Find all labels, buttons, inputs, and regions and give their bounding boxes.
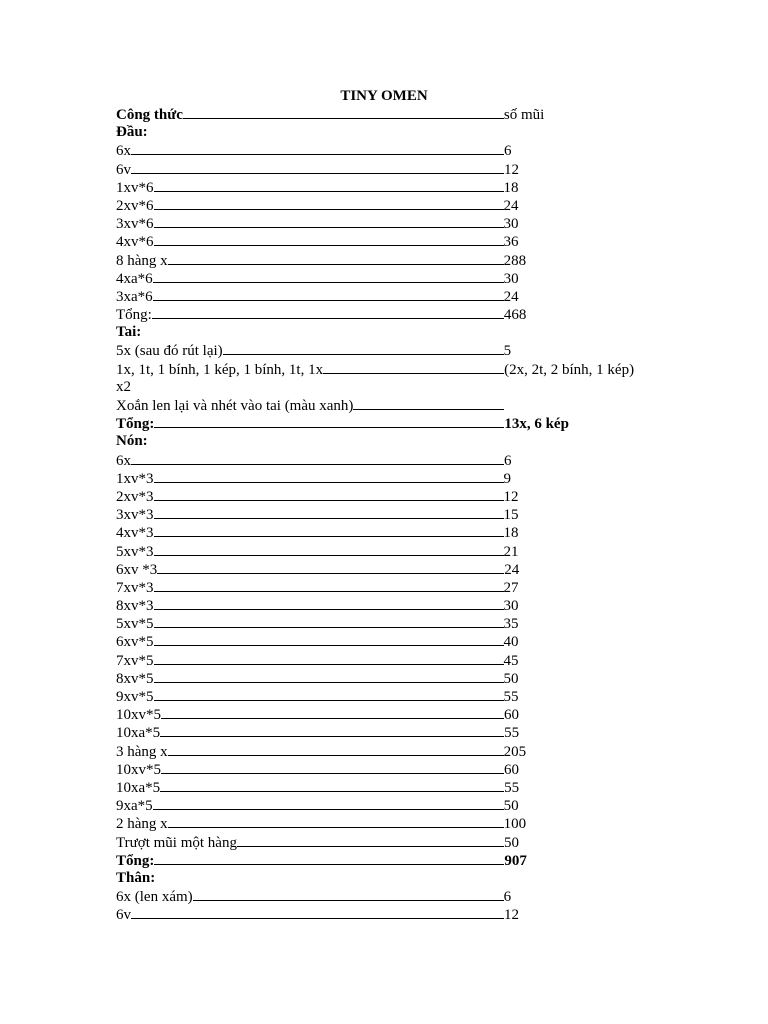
recipe-row [116, 341, 656, 359]
fill-line [154, 578, 504, 592]
row-label: Trượt mũi một hàng [116, 834, 237, 851]
fill-line [168, 251, 504, 265]
row-value: 40 [503, 634, 519, 651]
row-value: 55 [503, 689, 519, 705]
row-value: 60 [504, 707, 519, 724]
recipe-row [116, 814, 656, 832]
fill-line [152, 305, 504, 319]
fill-line [160, 778, 504, 792]
row-value: 13x, 6 kép [504, 416, 569, 433]
recipe-row [116, 687, 656, 705]
recipe-row [116, 487, 656, 505]
row-value: 6 [504, 452, 512, 469]
row-value: 27 [503, 579, 519, 596]
row-value: (2x, 2t, 2 bính, 1 kép) [504, 361, 635, 378]
section-heading: Tai: [116, 324, 142, 341]
recipe-row [116, 251, 656, 269]
row-label: 3xa*6 [116, 288, 153, 305]
row-value: 468 [503, 307, 527, 324]
fill-line [154, 414, 504, 428]
recipe-row [116, 396, 656, 414]
row-value: 21 [503, 543, 519, 560]
fill-line [154, 505, 504, 519]
recipe-row [116, 469, 656, 487]
fill-line [353, 396, 504, 410]
recipe-row [116, 214, 656, 232]
fill-line [157, 560, 504, 574]
row-value: 205 [503, 743, 527, 760]
row-value: 55 [504, 779, 520, 796]
row-value: 100 [503, 816, 527, 833]
row-label: 7xv*3 [116, 579, 154, 596]
fill-line [161, 705, 504, 719]
fill-line [160, 723, 504, 737]
section-heading: Đầu: [116, 124, 148, 141]
fill-line [154, 523, 504, 537]
row-label: 10xa*5 [116, 779, 161, 796]
row-value: 288 [503, 252, 527, 269]
recipe-row [116, 542, 656, 560]
recipe-row [116, 360, 656, 378]
row-label: 1x, 1t, 1 bính, 1 kép, 1 bính, 1t, 1x [116, 361, 324, 378]
row-value: 907 [504, 852, 527, 869]
section-heading: Thân: [116, 869, 156, 886]
header-right: số mũi [503, 107, 545, 123]
row-continuation: x2 [116, 378, 131, 395]
row-label: Tổng: [116, 416, 155, 433]
fill-line [223, 341, 504, 355]
row-value: 12 [504, 907, 519, 924]
fill-line [161, 760, 504, 774]
fill-line [154, 196, 504, 210]
row-label: 8xv*5 [116, 670, 154, 687]
header-row [116, 105, 656, 123]
row-value: 30 [503, 216, 519, 233]
row-label: 3 hàng x [116, 743, 168, 760]
recipe-row [116, 632, 656, 650]
row-label: 2 hàng x [116, 816, 168, 833]
row-value: 50 [503, 798, 519, 815]
row-label: 3xv*3 [116, 507, 154, 524]
row-label: 8 hàng x [116, 252, 168, 269]
recipe-row [116, 778, 656, 796]
row-value: 9 [503, 470, 511, 487]
fill-line [153, 287, 504, 301]
row-value: 18 [503, 179, 519, 196]
row-value: 6 [503, 889, 512, 906]
row-label: 1xv*6 [116, 179, 154, 196]
recipe-row [116, 414, 656, 432]
header-left: Công thức [116, 107, 183, 123]
fill-line [154, 687, 504, 701]
row-label: 9xa*5 [116, 798, 153, 815]
row-label: 6x [116, 452, 131, 469]
recipe-row [116, 596, 656, 614]
fill-line [154, 214, 504, 228]
recipe-row [116, 669, 656, 687]
fill-line [153, 796, 504, 810]
recipe-row [116, 505, 656, 523]
recipe-row [116, 614, 656, 632]
row-value: 6 [504, 143, 512, 160]
row-label: 9xv*5 [116, 689, 154, 705]
row-value: 45 [503, 652, 519, 669]
row-label: 1xv*3 [116, 470, 154, 487]
recipe-row [116, 523, 656, 541]
fill-line [131, 160, 504, 174]
row-value: 60 [504, 761, 519, 778]
row-label: 2xv*6 [116, 197, 154, 214]
row-label: Xoắn len lại và nhét vào tai (màu xanh) [116, 398, 354, 414]
recipe-row [116, 705, 656, 723]
row-value: 30 [503, 270, 519, 287]
row-label: 10xa*5 [116, 725, 161, 742]
section-heading: Nón: [116, 433, 148, 450]
row-value: 35 [503, 616, 519, 633]
fill-line [131, 905, 504, 919]
row-label: 10xv*5 [116, 761, 161, 778]
row-label: 5xv*5 [116, 616, 154, 633]
fill-line [154, 669, 504, 683]
row-label: 6x [116, 143, 131, 160]
row-value: 12 [504, 161, 519, 178]
fill-line [183, 105, 504, 119]
recipe-row [116, 196, 656, 214]
fill-line [168, 742, 504, 756]
recipe-row [116, 651, 656, 669]
row-value: 55 [504, 725, 520, 742]
fill-line [131, 451, 504, 465]
row-value: 12 [503, 488, 519, 505]
row-label: 5xv*3 [116, 543, 154, 560]
fill-line [154, 178, 504, 192]
row-value: 24 [503, 288, 519, 305]
row-label: Tổng: [116, 307, 152, 324]
recipe-row [116, 269, 656, 287]
document-title: TINY OMEN [340, 88, 428, 104]
row-value: 24 [504, 561, 520, 578]
fill-line [237, 833, 504, 847]
fill-line [154, 469, 504, 483]
recipe-row [116, 760, 656, 778]
recipe-list [116, 105, 656, 923]
row-value: 30 [503, 598, 519, 615]
row-label: 4xa*6 [116, 270, 153, 287]
fill-line [153, 269, 504, 283]
recipe-row [116, 141, 656, 159]
recipe-row [116, 905, 656, 923]
recipe-row [116, 796, 656, 814]
recipe-row [116, 178, 656, 196]
row-value: 5 [503, 343, 512, 360]
row-label: Tổng: [116, 852, 155, 869]
fill-line [154, 851, 504, 865]
fill-line [131, 141, 504, 155]
fill-line [323, 360, 504, 374]
row-label: 3xv*6 [116, 216, 154, 233]
recipe-row [116, 833, 656, 851]
fill-line [154, 232, 504, 246]
row-label: 6x (len xám) [116, 889, 193, 906]
recipe-row [116, 887, 656, 905]
row-label: 10xv*5 [116, 707, 161, 724]
row-value: 36 [503, 234, 519, 251]
row-label: 7xv*5 [116, 652, 154, 669]
row-label: 6v [116, 907, 131, 924]
row-label: 2xv*3 [116, 488, 154, 505]
fill-line [154, 651, 504, 665]
recipe-row [116, 851, 656, 869]
fill-line [154, 614, 504, 628]
recipe-row [116, 305, 656, 323]
fill-line [154, 542, 504, 556]
row-label: 6xv*5 [116, 634, 154, 651]
recipe-row [116, 232, 656, 250]
fill-line [193, 887, 504, 901]
recipe-row [116, 560, 656, 578]
row-value: 50 [503, 834, 519, 851]
row-label: 4xv*6 [116, 234, 154, 251]
row-value: 24 [503, 197, 519, 214]
row-label: 6xv *3 [116, 561, 158, 578]
row-label: 5x (sau đó rút lại) [116, 343, 223, 360]
row-value: 15 [503, 507, 519, 524]
recipe-row [116, 451, 656, 469]
row-label: 4xv*3 [116, 525, 154, 542]
row-label: 8xv*3 [116, 598, 154, 615]
row-value: 18 [503, 525, 519, 542]
recipe-row [116, 578, 656, 596]
fill-line [154, 632, 504, 646]
fill-line [154, 596, 504, 610]
fill-line [168, 814, 504, 828]
row-label: 6v [116, 161, 131, 178]
row-value: 50 [503, 670, 519, 687]
recipe-row [116, 723, 656, 741]
recipe-row [116, 160, 656, 178]
fill-line [154, 487, 504, 501]
recipe-row [116, 287, 656, 305]
recipe-row [116, 742, 656, 760]
